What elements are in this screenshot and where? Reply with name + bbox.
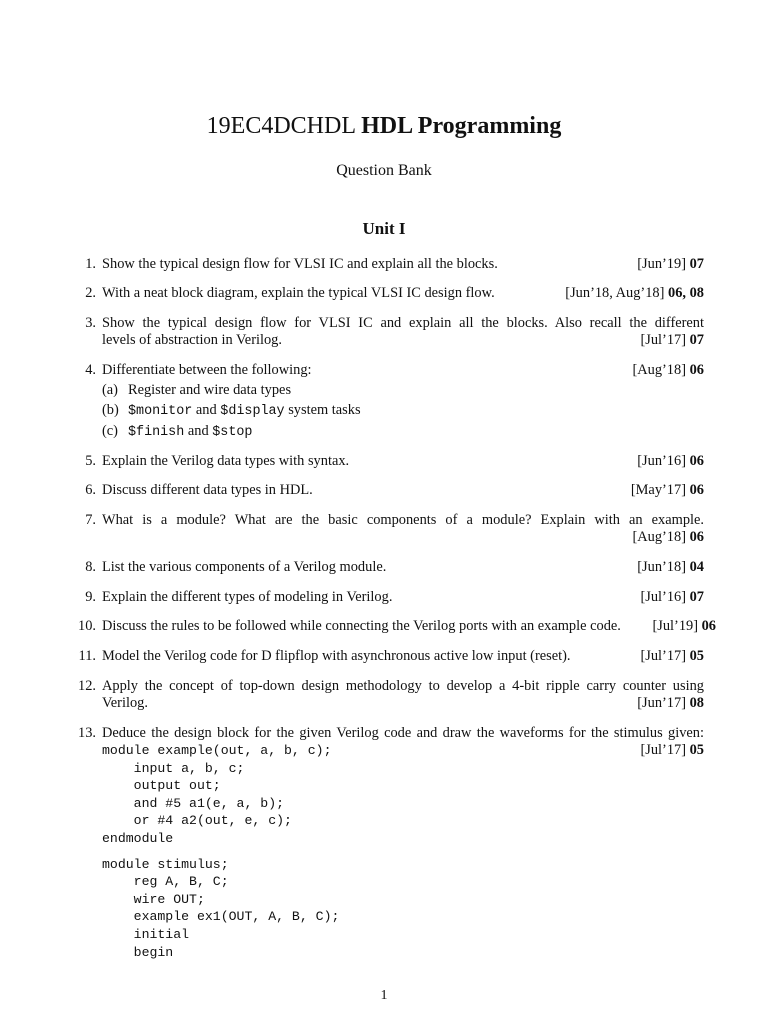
code-line: input a, b, c; [102, 760, 245, 776]
sub-item [102, 423, 704, 441]
marks-value: 05 [689, 742, 704, 758]
code-token: $stop [212, 425, 253, 440]
question-item [72, 648, 704, 665]
question-marks [637, 559, 704, 576]
sub-item-text: and [187, 423, 209, 439]
question-number: 5. [85, 453, 96, 469]
sub-item-label: (c) [102, 423, 118, 439]
code-token: $finish [128, 425, 185, 440]
sub-item-label: (a) [102, 382, 118, 398]
sub-item-label: (b) [102, 402, 119, 418]
question-text: Discuss the rules to be followed while connecting the Verilog ports with an example code. [102, 618, 621, 634]
marks-value: 07 [689, 589, 704, 605]
question-text: Deduce the design block for the given Verilog code and draw the waveforms for the stimulus given: [102, 725, 704, 741]
exam-reference: [Jul’17] [640, 648, 686, 664]
question-number: 13. [78, 725, 96, 741]
course-title: HDL Programming [361, 113, 562, 139]
code-line: reg A, B, C; [102, 874, 229, 890]
question-text: Model the Verilog code for D flipflop with asynchronous active low input (reset). [102, 648, 571, 664]
code-line: initial [102, 926, 190, 942]
exam-reference: [Aug’18] [632, 529, 686, 545]
question-number: 8. [85, 559, 96, 575]
question-text: Apply the concept of top-down design methodology to develop a 4-bit ripple carry counter using [102, 678, 704, 694]
marks-value: 06 [689, 529, 704, 545]
document-title [0, 111, 768, 141]
question-item [72, 453, 704, 470]
sub-item-text: and [195, 402, 217, 418]
question-marks [632, 362, 704, 379]
code-line: module stimulus; [102, 856, 229, 872]
sub-item [102, 402, 704, 420]
question-marks [565, 285, 704, 302]
page-number: 1 [380, 988, 388, 1003]
question-marks [637, 453, 704, 470]
marks-value: 06, 08 [668, 285, 704, 301]
code-line: begin [102, 944, 174, 960]
question-marks [640, 332, 704, 349]
exam-reference: [Jul’19] [652, 618, 698, 634]
sub-item-text: Register and wire data types [128, 382, 292, 398]
question-marks [631, 482, 704, 499]
exam-reference: [Jul’17] [640, 742, 686, 758]
code-line: or #4 a2(out, e, c); [102, 813, 292, 829]
question-item [72, 559, 704, 576]
question-number: 7. [85, 512, 96, 528]
question-marks [652, 618, 716, 635]
question-text: What is a module? What are the basic components of a module? Explain with an example. [102, 512, 704, 528]
question-marks [632, 529, 704, 545]
question-number: 4. [85, 362, 96, 378]
exam-reference: [May’17] [630, 482, 686, 498]
question-number: 1. [85, 256, 96, 272]
code-token: $display [220, 404, 285, 419]
sub-item-text: system tasks [288, 402, 361, 418]
question-text: With a neat block diagram, explain the typical VLSI IC design flow. [102, 285, 495, 301]
question-text-continued: levels of abstraction in Verilog. [102, 332, 282, 348]
question-item [72, 678, 704, 712]
question-item [72, 315, 704, 349]
question-text: List the various components of a Verilog module. [102, 559, 387, 575]
marks-value: 06 [701, 618, 716, 634]
question-text: Discuss different data types in HDL. [102, 482, 313, 498]
question-marks [640, 589, 704, 606]
question-text: Explain the different types of modeling in Verilog. [102, 589, 393, 605]
question-number: 9. [85, 589, 96, 605]
question-item [72, 256, 704, 273]
question-number: 10. [78, 618, 96, 634]
question-text: Differentiate between the following: [102, 362, 312, 378]
question-marks [640, 742, 704, 759]
code-line: module example(out, a, b, c); [102, 743, 332, 758]
question-item [72, 589, 704, 606]
exam-reference: [Jun’19] [637, 256, 686, 272]
exam-reference: [Jun’18] [637, 559, 686, 575]
marks-value: 06 [689, 362, 704, 378]
code-line: example ex1(OUT, A, B, C); [102, 909, 340, 925]
question-marks [640, 648, 704, 665]
exam-reference: [Aug’18] [632, 362, 686, 378]
question-number: 11. [78, 648, 96, 664]
marks-value: 08 [689, 695, 704, 711]
question-number: 12. [78, 678, 96, 694]
marks-value: 07 [689, 332, 704, 348]
question-item [72, 362, 704, 441]
question-text: Show the typical design flow for VLSI IC and explain all the blocks. Also recall the different [102, 315, 704, 331]
exam-reference: [Jun’16] [637, 453, 686, 469]
marks-value: 05 [689, 648, 704, 664]
question-item [72, 285, 704, 302]
question-number: 6. [85, 482, 96, 498]
code-line: and #5 a1(e, a, b); [102, 795, 285, 811]
code-line: output out; [102, 778, 221, 794]
question-item [72, 482, 704, 499]
unit-heading: Unit I [362, 219, 406, 238]
question-item [72, 512, 704, 546]
question-item [72, 618, 716, 635]
exam-reference: [Jul’17] [640, 332, 686, 348]
code-line: endmodule [102, 830, 174, 846]
question-marks [637, 256, 704, 273]
question-item [72, 725, 704, 961]
exam-reference: [Jul’16] [640, 589, 686, 605]
exam-reference: [Jun’17] [637, 695, 686, 711]
question-marks [637, 695, 704, 712]
marks-value: 06 [689, 453, 704, 469]
marks-value: 06 [689, 482, 704, 498]
question-text: Explain the Verilog data types with syntax. [102, 453, 350, 469]
code-line: wire OUT; [102, 891, 205, 907]
marks-value: 04 [689, 559, 704, 575]
question-number: 3. [85, 315, 96, 331]
sub-item [102, 382, 704, 399]
course-code: 19EC4DCHDL [206, 113, 356, 139]
question-number: 2. [85, 285, 96, 301]
document-subtitle: Question Bank [336, 162, 432, 179]
code-token: $monitor [128, 404, 193, 419]
question-text: Show the typical design flow for VLSI IC and explain all the blocks. [102, 256, 498, 272]
verilog-code-block [102, 742, 704, 961]
marks-value: 07 [689, 256, 704, 272]
question-text-continued: Verilog. [102, 695, 148, 711]
exam-reference: [Jun’18, Aug’18] [565, 285, 665, 301]
